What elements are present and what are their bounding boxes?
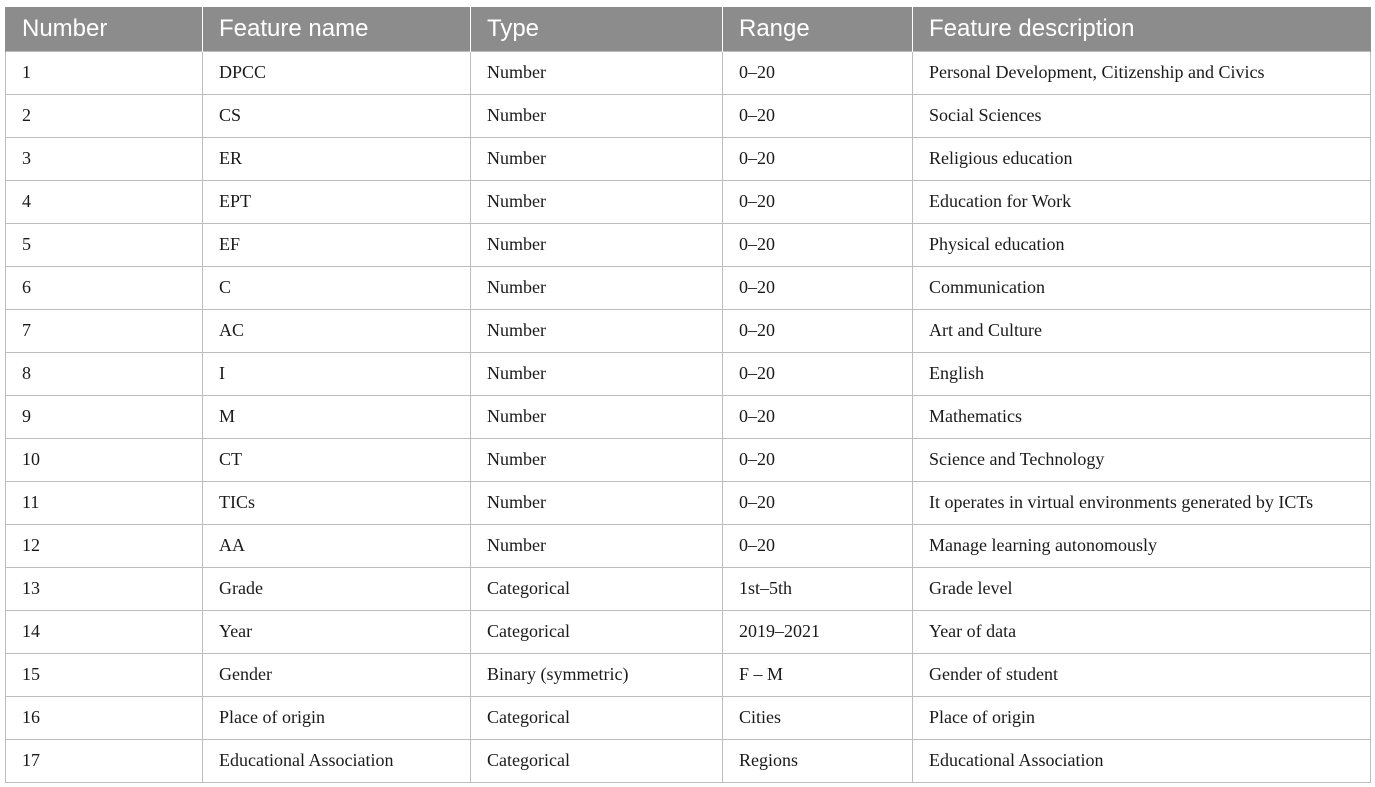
cell-feature-name: Year	[203, 610, 471, 653]
cell-feature-name: TICs	[203, 481, 471, 524]
cell-type: Number	[471, 137, 723, 180]
table-row	[6, 696, 1371, 739]
cell-feature-description: Place of origin	[913, 696, 1371, 739]
cell-type: Number	[471, 395, 723, 438]
cell-feature-description: Gender of student	[913, 653, 1371, 696]
cell-type: Number	[471, 51, 723, 94]
feature-table-container	[5, 7, 1370, 783]
cell-type: Number	[471, 309, 723, 352]
cell-type: Categorical	[471, 567, 723, 610]
cell-feature-description: Educational Association	[913, 739, 1371, 782]
cell-range: F – M	[723, 653, 913, 696]
table-row	[6, 266, 1371, 309]
cell-range: 1st–5th	[723, 567, 913, 610]
cell-range: 0–20	[723, 524, 913, 567]
cell-feature-description: Science and Technology	[913, 438, 1371, 481]
table-row	[6, 524, 1371, 567]
table-row	[6, 180, 1371, 223]
cell-feature-name: AC	[203, 309, 471, 352]
cell-type: Number	[471, 524, 723, 567]
table-row	[6, 481, 1371, 524]
cell-feature-description: Art and Culture	[913, 309, 1371, 352]
cell-number: 16	[6, 696, 203, 739]
cell-feature-name: ER	[203, 137, 471, 180]
cell-type: Number	[471, 481, 723, 524]
cell-number: 6	[6, 266, 203, 309]
cell-type: Binary (symmetric)	[471, 653, 723, 696]
cell-range: 0–20	[723, 481, 913, 524]
cell-number: 2	[6, 94, 203, 137]
cell-type: Number	[471, 352, 723, 395]
cell-feature-name: C	[203, 266, 471, 309]
cell-number: 12	[6, 524, 203, 567]
cell-type: Categorical	[471, 739, 723, 782]
table-row	[6, 395, 1371, 438]
cell-type: Number	[471, 266, 723, 309]
column-header-feature-name: Feature name	[203, 7, 471, 51]
cell-range: 0–20	[723, 352, 913, 395]
cell-range: Regions	[723, 739, 913, 782]
cell-range: 0–20	[723, 266, 913, 309]
cell-number: 14	[6, 610, 203, 653]
cell-number: 3	[6, 137, 203, 180]
table-row	[6, 51, 1371, 94]
cell-range: Cities	[723, 696, 913, 739]
column-header-range: Range	[723, 7, 913, 51]
table-row	[6, 438, 1371, 481]
cell-range: 2019–2021	[723, 610, 913, 653]
cell-feature-name: EPT	[203, 180, 471, 223]
table-row	[6, 94, 1371, 137]
cell-feature-name: EF	[203, 223, 471, 266]
cell-range: 0–20	[723, 94, 913, 137]
cell-type: Number	[471, 223, 723, 266]
cell-feature-description: Religious education	[913, 137, 1371, 180]
cell-number: 5	[6, 223, 203, 266]
cell-feature-description: Personal Development, Citizenship and Civics	[913, 51, 1371, 94]
cell-feature-name: CT	[203, 438, 471, 481]
cell-feature-description: Social Sciences	[913, 94, 1371, 137]
table-row	[6, 223, 1371, 266]
header-row	[6, 7, 1371, 51]
cell-type: Number	[471, 180, 723, 223]
cell-feature-description: English	[913, 352, 1371, 395]
cell-feature-name: AA	[203, 524, 471, 567]
cell-feature-description: Physical education	[913, 223, 1371, 266]
cell-range: 0–20	[723, 137, 913, 180]
cell-range: 0–20	[723, 438, 913, 481]
cell-feature-name: DPCC	[203, 51, 471, 94]
cell-number: 13	[6, 567, 203, 610]
cell-number: 11	[6, 481, 203, 524]
cell-type: Number	[471, 94, 723, 137]
cell-range: 0–20	[723, 180, 913, 223]
cell-feature-name: CS	[203, 94, 471, 137]
table-row	[6, 309, 1371, 352]
cell-feature-description: It operates in virtual environments generated by ICTs	[913, 481, 1371, 524]
cell-type: Number	[471, 438, 723, 481]
cell-number: 7	[6, 309, 203, 352]
cell-type: Categorical	[471, 696, 723, 739]
cell-range: 0–20	[723, 309, 913, 352]
cell-feature-name: I	[203, 352, 471, 395]
table-row	[6, 610, 1371, 653]
cell-feature-description: Manage learning autonomously	[913, 524, 1371, 567]
cell-number: 1	[6, 51, 203, 94]
cell-feature-name: Gender	[203, 653, 471, 696]
table-row	[6, 567, 1371, 610]
table-row	[6, 653, 1371, 696]
column-header-type: Type	[471, 7, 723, 51]
cell-feature-description: Grade level	[913, 567, 1371, 610]
cell-feature-name: M	[203, 395, 471, 438]
cell-feature-name: Grade	[203, 567, 471, 610]
cell-range: 0–20	[723, 51, 913, 94]
cell-number: 10	[6, 438, 203, 481]
cell-number: 15	[6, 653, 203, 696]
cell-range: 0–20	[723, 395, 913, 438]
column-header-number: Number	[6, 7, 203, 51]
table-row	[6, 352, 1371, 395]
table-row	[6, 137, 1371, 180]
cell-feature-description: Year of data	[913, 610, 1371, 653]
table-body	[6, 51, 1371, 782]
cell-number: 17	[6, 739, 203, 782]
feature-table	[5, 7, 1371, 783]
cell-feature-description: Mathematics	[913, 395, 1371, 438]
cell-number: 4	[6, 180, 203, 223]
cell-feature-description: Communication	[913, 266, 1371, 309]
cell-feature-name: Place of origin	[203, 696, 471, 739]
cell-feature-name: Educational Association	[203, 739, 471, 782]
cell-number: 8	[6, 352, 203, 395]
cell-number: 9	[6, 395, 203, 438]
cell-range: 0–20	[723, 223, 913, 266]
cell-type: Categorical	[471, 610, 723, 653]
column-header-feature-description: Feature description	[913, 7, 1371, 51]
cell-feature-description: Education for Work	[913, 180, 1371, 223]
table-header	[6, 7, 1371, 51]
table-row	[6, 739, 1371, 782]
